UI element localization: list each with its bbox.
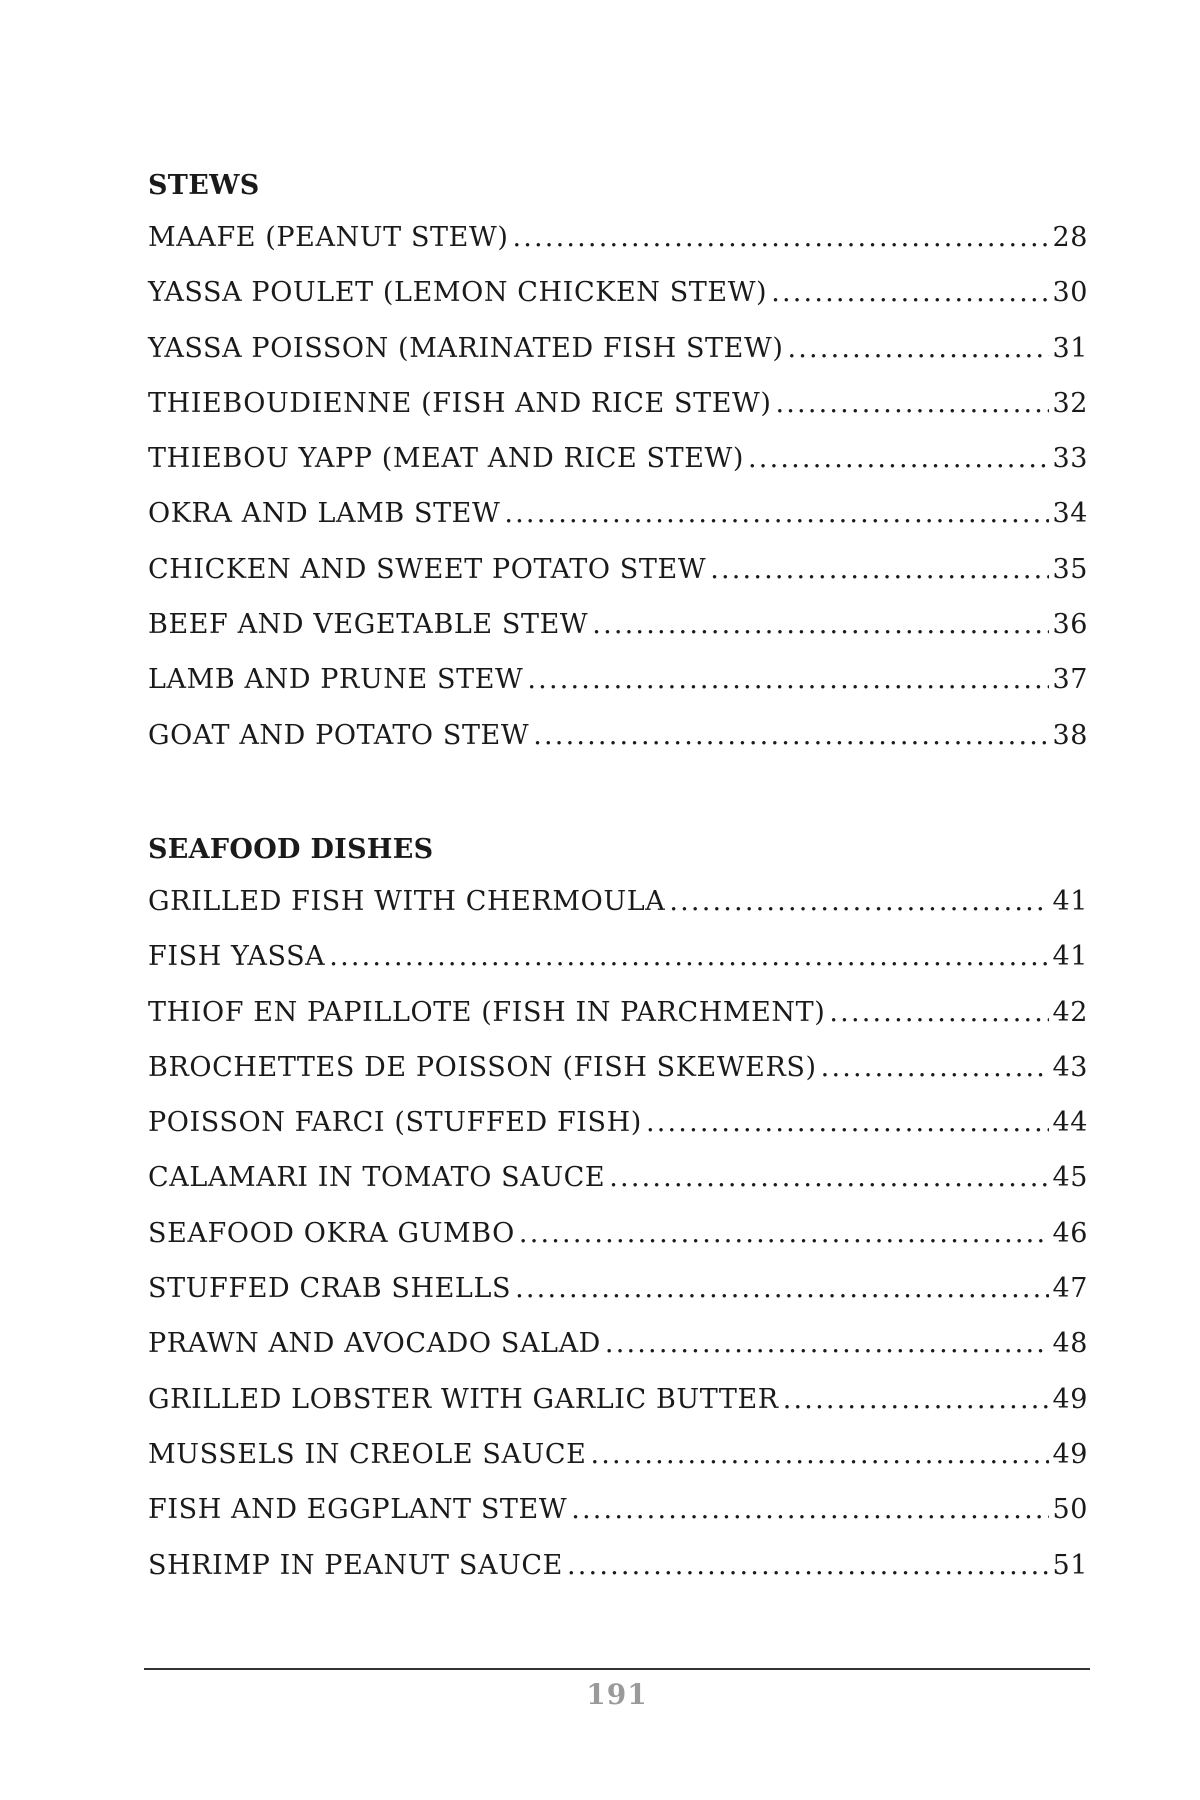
entry-page-number: 48 xyxy=(1052,1328,1088,1360)
toc-entry xyxy=(148,874,1088,929)
entry-page-number: 36 xyxy=(1052,609,1088,641)
entry-title: PRAWN AND AVOCADO SALAD xyxy=(148,1328,601,1360)
section-heading: STEWS xyxy=(148,170,260,201)
toc-entry xyxy=(148,597,1088,652)
toc-entry xyxy=(148,1040,1088,1095)
entry-title: SHRIMP IN PEANUT SAUCE xyxy=(148,1549,563,1581)
toc-entry xyxy=(148,210,1088,265)
toc-entry xyxy=(148,1427,1088,1482)
dot-leader xyxy=(771,265,1049,320)
dot-leader xyxy=(775,376,1049,431)
toc-entry xyxy=(148,652,1088,707)
toc-page xyxy=(148,0,1088,1800)
dot-leader xyxy=(533,708,1049,763)
toc-section-stews xyxy=(148,162,1088,763)
entry-title: BEEF AND VEGETABLE STEW xyxy=(148,609,589,641)
entry-title: CALAMARI IN TOMATO SAUCE xyxy=(148,1162,606,1194)
toc-entry xyxy=(148,985,1088,1040)
dot-leader xyxy=(829,985,1049,1040)
toc-entry xyxy=(148,1482,1088,1537)
dot-leader xyxy=(669,874,1049,929)
dot-leader xyxy=(787,321,1049,376)
dot-leader xyxy=(590,1427,1049,1482)
entry-title: POISSON FARCI (STUFFED FISH) xyxy=(148,1107,642,1139)
entry-page-number: 44 xyxy=(1052,1107,1088,1139)
dot-leader xyxy=(609,1150,1049,1205)
entry-title: YASSA POULET (LEMON CHICKEN STEW) xyxy=(148,277,768,309)
entry-title: YASSA POISSON (MARINATED FISH STEW) xyxy=(148,332,784,364)
entry-page-number: 49 xyxy=(1052,1438,1088,1470)
entry-title: MAAFE (PEANUT STEW) xyxy=(148,222,509,253)
entry-title: STUFFED CRAB SHELLS xyxy=(148,1273,512,1305)
entry-title: GRILLED LOBSTER WITH GARLIC BUTTER xyxy=(148,1383,779,1415)
dot-leader xyxy=(527,652,1049,707)
entry-page-number: 38 xyxy=(1052,719,1088,751)
toc-entry xyxy=(148,929,1088,984)
toc-entry xyxy=(148,1372,1088,1427)
toc-list xyxy=(148,210,1088,763)
toc-entry xyxy=(148,431,1088,486)
entry-page-number: 33 xyxy=(1052,443,1088,475)
dot-leader xyxy=(605,1316,1050,1371)
entry-title: FISH YASSA xyxy=(148,941,326,973)
dot-leader xyxy=(519,1206,1050,1261)
dot-leader xyxy=(515,1261,1049,1316)
toc-entry xyxy=(148,376,1088,431)
footer-page-number: 191 xyxy=(586,1678,648,1711)
entry-page-number: 30 xyxy=(1052,277,1088,309)
entry-page-number: 34 xyxy=(1052,498,1088,530)
dot-leader xyxy=(821,1040,1050,1095)
entry-title: SEAFOOD OKRA GUMBO xyxy=(148,1217,515,1249)
entry-title: BROCHETTES DE POISSON (FISH SKEWERS) xyxy=(148,1051,817,1083)
entry-page-number: 46 xyxy=(1052,1217,1088,1249)
toc-entry xyxy=(148,1206,1088,1261)
entry-page-number: 49 xyxy=(1052,1383,1088,1415)
entry-title: FISH AND EGGPLANT STEW xyxy=(148,1494,568,1526)
dot-leader xyxy=(592,597,1049,652)
dot-leader xyxy=(329,929,1049,984)
toc-entry xyxy=(148,1316,1088,1371)
entry-page-number: 51 xyxy=(1052,1549,1088,1581)
entry-page-number: 43 xyxy=(1052,1051,1088,1083)
section-heading: SEAFOOD DISHES xyxy=(148,834,434,865)
toc-entry xyxy=(148,1261,1088,1316)
entry-title: THIEBOU YAPP (MEAT AND RICE STEW) xyxy=(148,443,744,475)
entry-page-number: 41 xyxy=(1052,941,1088,973)
dot-leader xyxy=(748,431,1049,486)
dot-leader xyxy=(710,542,1049,597)
entry-title: GOAT AND POTATO STEW xyxy=(148,719,530,751)
entry-page-number: 45 xyxy=(1052,1162,1088,1194)
entry-page-number: 31 xyxy=(1052,332,1088,364)
dot-leader xyxy=(783,1372,1050,1427)
dot-leader xyxy=(567,1538,1049,1593)
dot-leader xyxy=(646,1095,1050,1150)
toc-entry xyxy=(148,1150,1088,1205)
toc-entry xyxy=(148,1538,1088,1593)
dot-leader xyxy=(504,486,1049,541)
entry-title: CHICKEN AND SWEET POTATO STEW xyxy=(148,553,707,585)
toc-list xyxy=(148,874,1088,1593)
toc-entry xyxy=(148,265,1088,320)
entry-title: THIOF EN PAPILLOTE (FISH IN PARCHMENT) xyxy=(148,996,826,1028)
entry-page-number: 47 xyxy=(1052,1273,1088,1305)
entry-page-number: 32 xyxy=(1052,387,1088,419)
footer-rule xyxy=(144,1668,1090,1670)
entry-page-number: 50 xyxy=(1052,1494,1088,1526)
entry-title: THIEBOUDIENNE (FISH AND RICE STEW) xyxy=(148,387,772,419)
entry-title: OKRA AND LAMB STEW xyxy=(148,498,501,530)
toc-section-seafood-dishes xyxy=(148,826,1088,1593)
entry-page-number: 42 xyxy=(1052,996,1088,1028)
entry-page-number: 37 xyxy=(1052,664,1088,696)
entry-title: LAMB AND PRUNE STEW xyxy=(148,664,524,696)
dot-leader xyxy=(512,210,1049,265)
entry-title: GRILLED FISH WITH CHERMOULA xyxy=(148,886,666,917)
toc-entry xyxy=(148,486,1088,541)
toc-entry xyxy=(148,708,1088,763)
toc-entry xyxy=(148,542,1088,597)
toc-entry xyxy=(148,1095,1088,1150)
entry-title: MUSSELS IN CREOLE SAUCE xyxy=(148,1438,587,1470)
entry-page-number: 28 xyxy=(1052,222,1088,253)
dot-leader xyxy=(571,1482,1049,1537)
entry-page-number: 35 xyxy=(1052,553,1088,585)
toc-entry xyxy=(148,321,1088,376)
entry-page-number: 41 xyxy=(1052,886,1088,917)
